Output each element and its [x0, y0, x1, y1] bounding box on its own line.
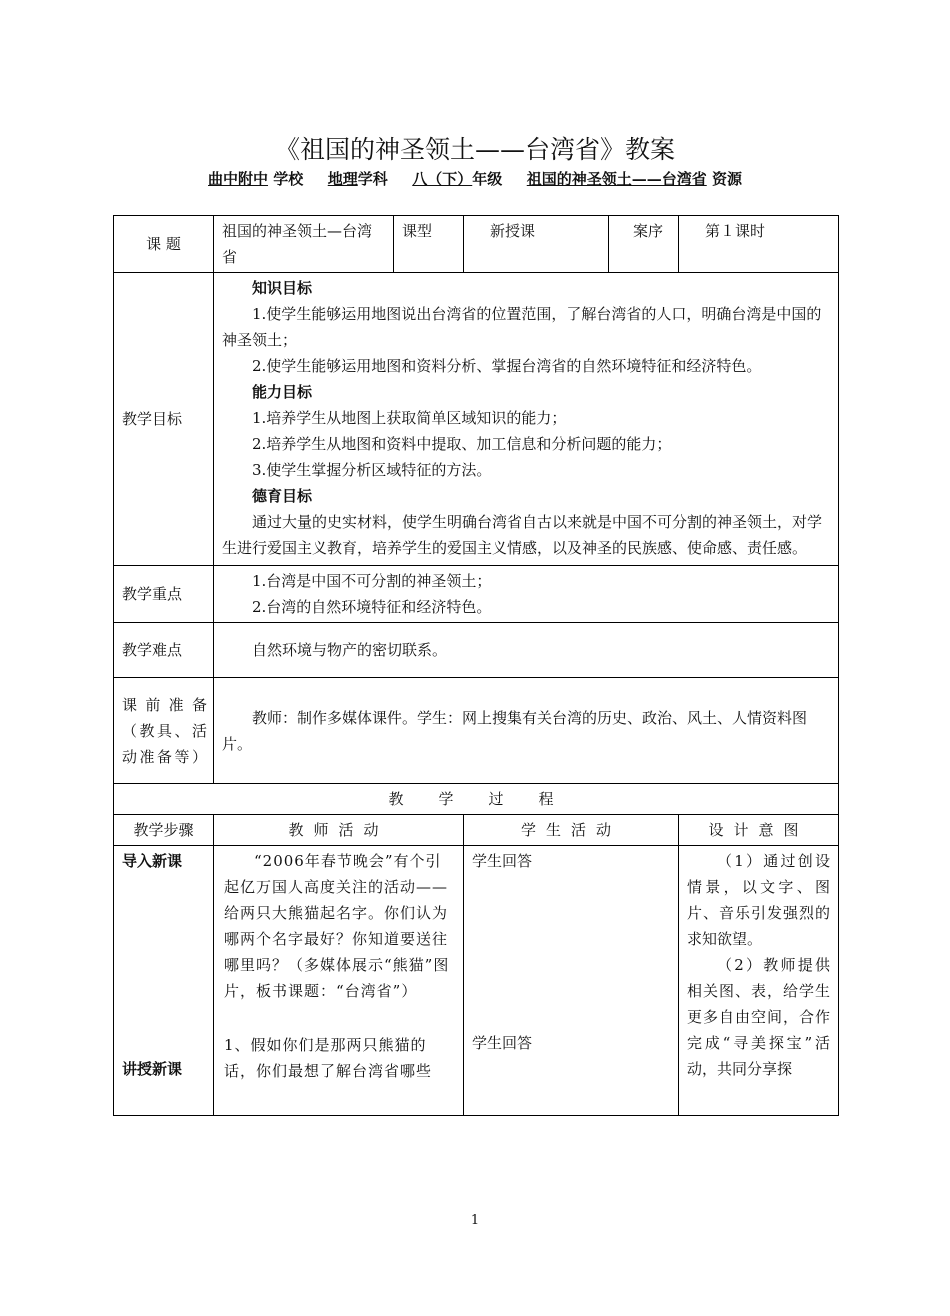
order-value: 第１课时 [679, 216, 839, 273]
header-row [114, 216, 839, 273]
student-activity-2: 学生回答 [472, 1034, 533, 1052]
teacher-activity-1: “2006年春节晚会”有个引起亿万国人高度关注的活动——给两只大熊猫起名字。你们认为哪两个名字最好？你知道要送往哪里吗？（多媒体展示“熊猫”图片，板书课题：“台湾省”） [224, 852, 450, 1000]
type-value: 新授课 [464, 216, 609, 273]
ability-item-2: 2.培养学生从地图和资料中提取、加工信息和分析问题的能力； [252, 435, 672, 453]
knowledge-item-1: 1.使学生能够运用地图说出台湾省的位置范围，了解台湾省的人口，明确台湾是中国的神圣领土； [222, 305, 822, 349]
subject-suffix: 学科 [357, 170, 388, 188]
ability-item-1: 1.培养学生从地图上获取简单区域知识的能力； [252, 409, 567, 427]
process-title: 教 学 过 程 [114, 784, 839, 815]
design-intent-1: （1）通过创设情景，以文字、图片、音乐引发强烈的求知欲望。 [687, 852, 830, 948]
objectives-label: 教学目标 [114, 273, 214, 566]
difficulty-text: 自然环境与物产的密切联系。 [214, 623, 839, 678]
key-points-row [114, 566, 839, 623]
student-activity-1: 学生回答 [472, 852, 533, 870]
preparation-text: 教师：制作多媒体课件。学生：网上搜集有关台湾的历史、政治、风土、人情资料图片。 [214, 678, 839, 784]
school-suffix: 学校 [273, 170, 304, 188]
step-intro: 导入新课 [122, 852, 183, 870]
preparation-row [114, 678, 839, 784]
col-teacher: 教师活动 [214, 815, 464, 846]
key-point-2: 2.台湾的自然环境特征和经济特色。 [252, 598, 492, 616]
col-design: 设计意图 [679, 815, 839, 846]
design-intent-2: （2）教师提供相关图、表，给学生更多自由空间，合作完成“寻美探宝”活动，共同分享探 [687, 956, 830, 1078]
preparation-label: 课前准备（教具、活动准备等） [114, 678, 214, 784]
grade-name: 八（下） [412, 170, 473, 188]
school-name: 曲中附中 [208, 170, 269, 188]
student-activities [464, 846, 679, 1116]
resource-label: 资源 [711, 170, 742, 188]
col-student: 学生活动 [464, 815, 679, 846]
order-label: 案序 [609, 216, 679, 273]
teacher-activities [214, 846, 464, 1116]
ability-heading: 能力目标 [252, 383, 313, 401]
document-title: 《祖国的神圣领土——台湾省》教案 [274, 135, 675, 164]
moral-text: 通过大量的史实材料，使学生明确台湾省自古以来就是中国不可分割的神圣领土，对学生进行爱国主义教育，培养学生的爱国主义情感，以及神圣的民族感、使命感、责任感。 [222, 513, 823, 557]
document-subtitle [0, 168, 950, 189]
moral-heading: 德育目标 [252, 487, 313, 505]
process-steps [114, 846, 214, 1116]
topic-value: 祖国的神圣领土—台湾省 [214, 216, 394, 273]
subject-name: 地理 [327, 170, 358, 188]
knowledge-item-2: 2.使学生能够运用地图和资料分析、掌握台湾省的自然环境特征和经济特色。 [252, 357, 762, 375]
grade-suffix: 年级 [472, 170, 503, 188]
design-intents [679, 846, 839, 1116]
process-title-row [114, 784, 839, 815]
key-point-1: 1.台湾是中国不可分割的神圣领土； [252, 572, 492, 590]
type-label: 课型 [394, 216, 464, 273]
page-number: 1 [470, 1213, 480, 1228]
ability-item-3: 3.使学生掌握分析区域特征的方法。 [252, 461, 492, 479]
step-teaching: 讲授新课 [122, 1060, 183, 1078]
process-header-row [114, 815, 839, 846]
difficulty-row [114, 623, 839, 678]
difficulty-label: 教学难点 [114, 623, 214, 678]
teacher-activity-2: 1、假如你们是那两只熊猫的话，你们最想了解台湾省哪些 [224, 1036, 433, 1080]
topic-label: 课 题 [114, 216, 214, 273]
col-step: 教学步骤 [114, 815, 214, 846]
lesson-topic: 祖国的神圣领土——台湾省 [526, 170, 707, 188]
key-points-label: 教学重点 [114, 566, 214, 623]
objectives-row [114, 273, 839, 566]
lesson-plan-table [113, 215, 839, 1116]
process-content-row [114, 846, 839, 1116]
knowledge-heading: 知识目标 [252, 279, 313, 297]
